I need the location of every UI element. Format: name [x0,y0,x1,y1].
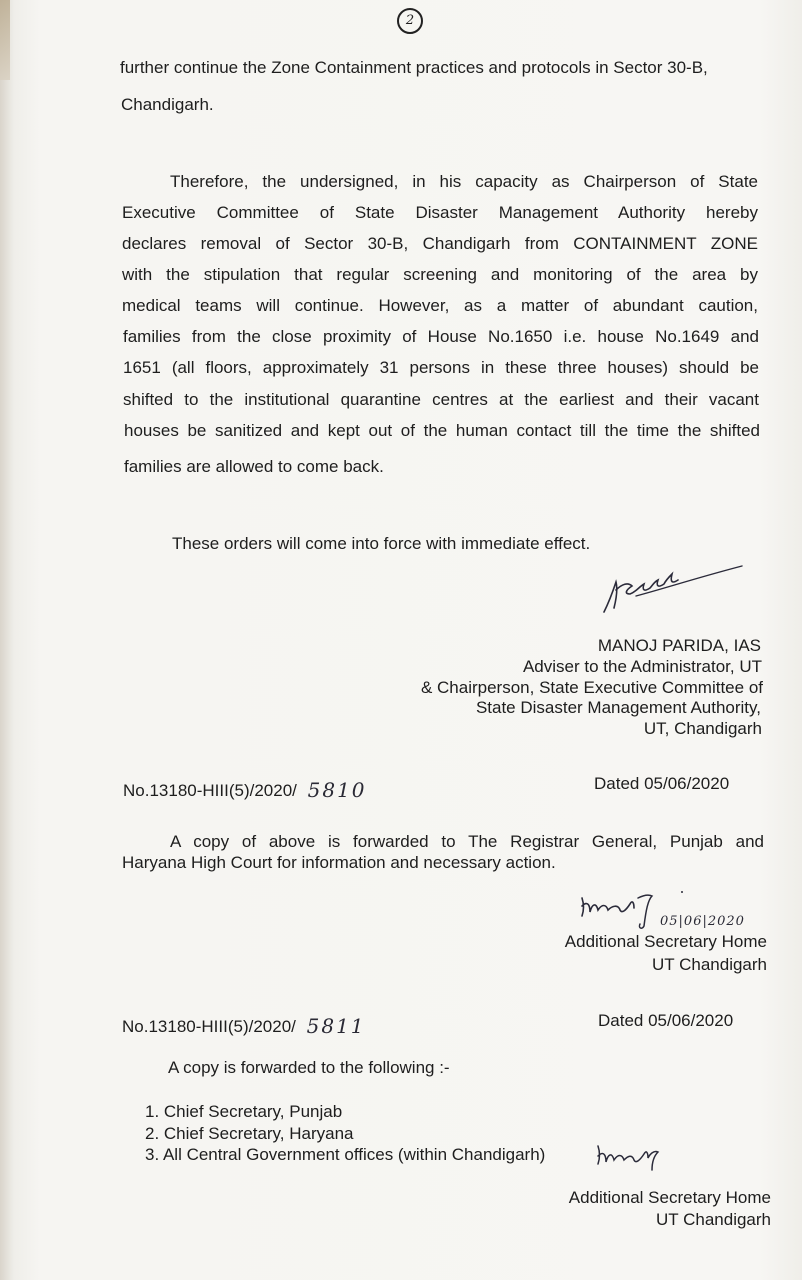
secretary-place-2: UT Chandigarh [656,1210,771,1229]
copy-forward-line-2: Haryana High Court for information and necessary action. [122,853,556,872]
handwritten-date: 05|06|2020 [660,914,745,929]
reference-date-1: Dated 05/06/2020 [594,774,730,793]
secretary-title-1: Additional Secretary Home [564,932,767,951]
paragraph-line-4: with the stipulation that regular screening and monitoring of the area by [122,265,758,284]
reference-date-2: Dated 05/06/2020 [598,1011,734,1030]
intro-line-1: further continue the Zone Containment practices and protocols in Sector 30-B, [120,58,708,77]
signatory-designation-1: Adviser to the Administrator, UT [522,657,762,676]
intro-line-2: Chandigarh. [121,95,214,114]
copy-forward-line-1: A copy of above is forwarded to The Registrar General, Punjab and [170,832,764,851]
secretary-title-2: Additional Secretary Home [568,1188,771,1207]
secretary-place-1: UT Chandigarh [652,955,767,974]
paragraph-line-6: families from the close proximity of House No.1650 i.e. house No.1649 and [123,327,759,346]
paragraph-line-9: houses be sanitized and kept out of the human contact till the time the shifted [124,421,760,440]
recipient-item: 2. Chief Secretary, Haryana [145,1124,354,1143]
signatory-designation-3: State Disaster Management Authority, [475,698,761,717]
reference-number-2-text: No.13180-HIII(5)/2020/ [122,1017,296,1036]
paragraph-line-3: declares removal of Sector 30-B, Chandigarh from CONTAINMENT ZONE [122,234,758,253]
recipient-item: 1. Chief Secretary, Punjab [145,1102,343,1121]
page-edge-shadow [0,0,10,80]
recipient-item: 3. All Central Government offices (within Chandigarh) [145,1145,546,1164]
reference-number-1 [123,777,367,802]
paragraph-line-10: families are allowed to come back. [124,457,384,476]
page-number: 2 [397,8,423,34]
paragraph-line-5: medical teams will continue. However, as a matter of abundant caution, [122,296,758,315]
initials-mark [594,1142,662,1172]
orders-effect-line: These orders will come into force with immediate effect. [172,534,591,553]
copy-list-heading: A copy is forwarded to the following :- [168,1058,450,1077]
paragraph-line-2: Executive Committee of State Disaster Management Authority hereby [122,203,758,222]
signatory-designation-2: & Chairperson, State Executive Committee of [420,678,763,697]
signatory-designation-4: UT, Chandigarh [643,719,762,738]
paragraph-line-8: shifted to the institutional quarantine centres at the earliest and their vacant [123,390,759,409]
signature-manoj-parida [596,560,746,620]
paragraph-line-7: 1651 (all floors, approximately 31 persons in these three houses) should be [123,358,759,377]
reference-number-1-text: No.13180-HIII(5)/2020/ [123,781,297,800]
signatory-name: MANOJ PARIDA, IAS [597,636,761,655]
reference-number-2 [122,1013,366,1038]
reference-number-1-handwritten: 5810 [307,778,367,802]
reference-number-2-handwritten: 5811 [306,1014,366,1038]
paragraph-line-1: Therefore, the undersigned, in his capacity as Chairperson of State [170,172,758,191]
